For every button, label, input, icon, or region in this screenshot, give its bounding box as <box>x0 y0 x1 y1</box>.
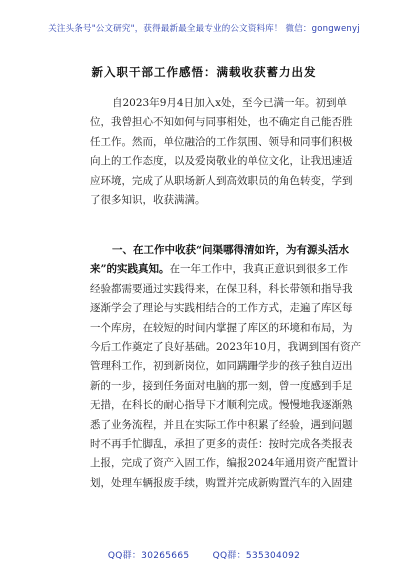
paragraph-line: 了很多知识，收获满满。 <box>90 193 206 206</box>
paragraph-line <box>90 260 349 279</box>
qq-group-1: QQ群：30265665 <box>107 551 190 561</box>
paragraph-line: 无措，在科长的耐心指导下才顺利完成。慢慢地我逐渐熟 <box>90 399 353 412</box>
paragraph-line: 逐渐学会了理论与实践相结合的工作方式，走遍了库区每 <box>90 302 353 315</box>
paragraph-line: 经验都需要通过实践得来，在保卫科，科长带领和指导我 <box>90 282 353 295</box>
paragraph-line: 划，处理车辆报废手续，购置并完成新购置汽车的入固建 <box>90 476 353 489</box>
paragraph-line-rest: 在一年工作中，我真正意识到很多工作 <box>169 263 349 276</box>
paragraph-line: 向上的工作态度，以及爱岗敬业的单位文化，让我迅速适 <box>90 155 353 168</box>
paragraph-line: 应环境，完成了从职场新人到高效职员的角色转变，学到 <box>90 174 353 187</box>
paragraph-line: 悉了业务流程，并且在实际工作中积累了经验，遇到问题 <box>90 418 353 431</box>
section-heading: 一、在工作中收获“问渠哪得清如许，为有源头活水 <box>112 244 350 256</box>
paragraph-section-one <box>90 241 362 493</box>
document-title: 新入职干部工作感悟：满载收获蓄力出发 <box>91 65 317 79</box>
section-heading-tail: 来”的实践真知。 <box>90 263 170 276</box>
footer-banner <box>0 548 408 561</box>
paragraph-line: 新的一步，接到任务面对电脑的那一刻，曾一度感到手足 <box>90 379 353 392</box>
paragraph-line: 今后工作奠定了良好基础。2023年10月，我调到国有资产 <box>90 340 362 353</box>
paragraph-intro <box>90 94 353 210</box>
header-banner: 关注头条号"公文研究"，获得最新最全最专业的公文资料库！ 微信：gongwenyj <box>48 24 360 34</box>
paragraph-line: 管理科工作，初到新岗位，如同蹒跚学步的孩子独自迈出 <box>90 360 353 373</box>
paragraph-line: 上报，完成了资产入固工作，编报2024年通用资产配置计 <box>90 457 359 470</box>
qq-group-2: QQ群：535304092 <box>212 551 301 561</box>
paragraph-line: 自2023年9月4日加入x处，至今已满一年。初到单 <box>112 97 348 109</box>
paragraph-line: 时不再手忙脚乱，承担了更多的责任：按时完成各类报表 <box>90 437 353 450</box>
paragraph-line: 一个库房，在较短的时间内掌握了库区的环境和布局，为 <box>90 321 353 334</box>
paragraph-line: 任工作。然而，单位融洽的工作氛围、领导和同事们积极 <box>90 135 353 148</box>
paragraph-line: 位，我曾担心不知如何与同事相处，也不确定自己能否胜 <box>90 116 353 129</box>
